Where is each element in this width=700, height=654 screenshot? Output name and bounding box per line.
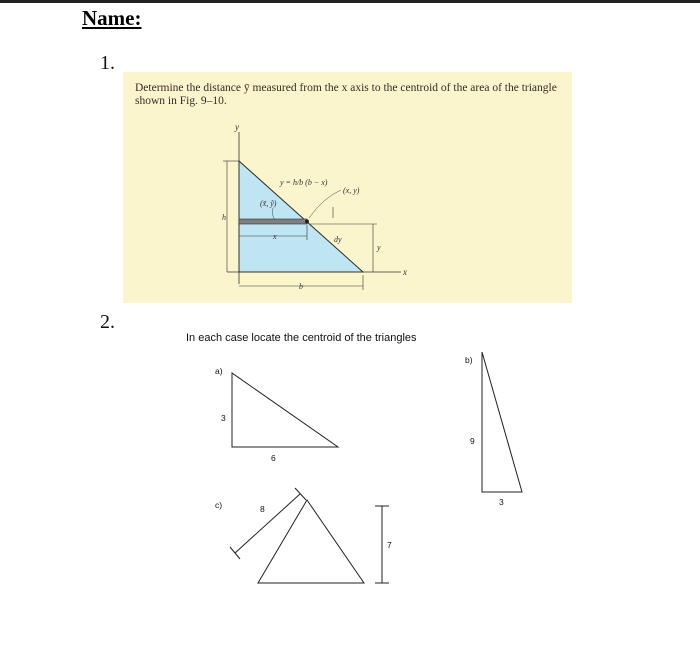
x-dimension-label: x: [273, 232, 277, 241]
triangle-c: [258, 500, 364, 583]
y-dimension-label: y: [377, 243, 381, 252]
part-b-height: 9: [470, 436, 475, 446]
b-dimension-label: b: [299, 282, 303, 291]
name-label: Name:: [82, 6, 142, 30]
triangle-c-side-dimension: [235, 494, 300, 553]
h-dimension-label: h: [222, 213, 226, 222]
part-b-base: 3: [499, 497, 504, 507]
part-a-base: 6: [271, 453, 276, 463]
part-a-label: a): [215, 366, 223, 376]
part-b-label: b): [465, 355, 473, 365]
part-c-label: c): [215, 500, 223, 510]
dy-label: dy: [334, 235, 342, 244]
problem-2-number: 2.: [100, 311, 115, 333]
y-axis-label: y: [235, 122, 239, 132]
point-label: (x, y): [343, 186, 360, 195]
problem-1-number: 1.: [100, 52, 115, 74]
problem-1-statement: Determine the distance ȳ measured from the x axis to the centroid of the area of the triangle shown in Fig. 9–10.: [135, 82, 557, 107]
centroid-label: (x̃, ỹ): [260, 199, 277, 208]
x-axis-label: x: [403, 267, 407, 277]
part-c-height: 7: [387, 540, 392, 550]
part-c-side: 8: [260, 504, 265, 514]
triangle-a: [232, 373, 338, 447]
part-a-height: 3: [221, 413, 226, 423]
problem-2-instruction: In each case locate the centroid of the triangles: [186, 332, 417, 344]
equation-label: y = h/b (b − x): [280, 178, 328, 187]
triangle-b: [482, 352, 522, 492]
